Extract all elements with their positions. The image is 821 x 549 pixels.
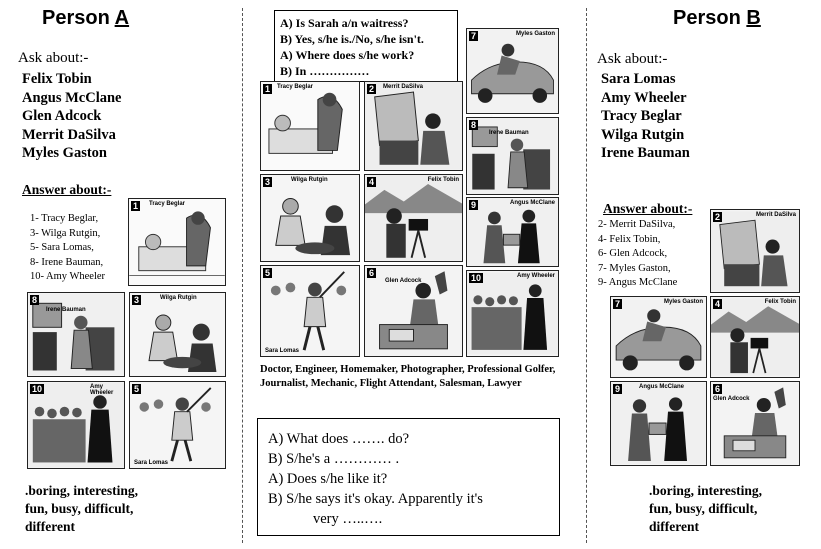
picture-number: 2 bbox=[715, 212, 721, 222]
picture-number: 7 bbox=[471, 31, 477, 41]
picture-mechanic bbox=[466, 28, 559, 114]
picture-homemaker bbox=[260, 174, 360, 262]
picture-caption: Angus McClane bbox=[509, 200, 555, 206]
adjectives-list bbox=[25, 482, 138, 536]
answer-item: 10- Amy Wheeler bbox=[30, 271, 106, 282]
adjectives-line: fun, busy, difficult, bbox=[25, 501, 134, 516]
middle-column bbox=[245, 0, 585, 549]
picture-doctor bbox=[128, 198, 226, 286]
picture-photographer bbox=[710, 296, 800, 378]
picture-doctor bbox=[260, 81, 360, 171]
picture-number: 10 bbox=[471, 273, 482, 283]
picture-photographer bbox=[364, 174, 463, 262]
picture-caption: Myles Gaston bbox=[515, 31, 555, 37]
answer-item: 9- Angus McClane bbox=[598, 277, 678, 288]
dialog-line: B) S/he says it's okay. Apparently it's bbox=[268, 491, 483, 507]
picture-caption: Sara Lomas bbox=[134, 460, 169, 466]
person-a-column bbox=[0, 0, 240, 549]
picture-number: 6 bbox=[369, 268, 375, 278]
column-divider-right bbox=[586, 8, 587, 543]
adjectives-line: different bbox=[25, 519, 75, 534]
dialog-line: very …..…. bbox=[313, 511, 383, 527]
picture-number: 7 bbox=[615, 299, 621, 309]
answer-item: 3- Wilga Rutgin, bbox=[30, 227, 101, 239]
column-divider-left bbox=[242, 8, 243, 543]
ask-name: Tracy Beglar bbox=[601, 108, 682, 124]
answer-item: 2- Merrit DaSilva, bbox=[598, 219, 676, 230]
answer-item: 8- Irene Bauman, bbox=[30, 256, 104, 268]
picture-number: 9 bbox=[615, 384, 621, 394]
picture-caption: Angus McClane bbox=[639, 384, 685, 390]
picture-caption: Irene Bauman bbox=[489, 130, 529, 136]
ask-name: Sara Lomas bbox=[601, 71, 676, 87]
dialog-line: B) In …………… bbox=[280, 64, 370, 78]
ask-name: Glen Adcock bbox=[22, 108, 102, 124]
picture-flight-attendant bbox=[27, 292, 125, 377]
picture-homemaker bbox=[129, 292, 226, 377]
answer-item: 4- Felix Tobin, bbox=[598, 233, 661, 245]
picture-caption: Merrit DaSilva bbox=[383, 84, 424, 90]
ask-about-label: Ask about:- bbox=[597, 51, 668, 67]
adjectives-line: .boring, interesting, bbox=[25, 483, 139, 498]
picture-number: 6 bbox=[715, 384, 721, 394]
picture-caption: Glen Adcock bbox=[385, 278, 422, 284]
ask-name: Merrit DaSilva bbox=[22, 126, 116, 143]
picture-journalist bbox=[364, 265, 463, 357]
picture-salesman bbox=[466, 197, 559, 267]
picture-golfer bbox=[129, 381, 226, 469]
picture-caption: Tracy Beglar bbox=[277, 84, 314, 90]
ask-name: Angus McClane bbox=[22, 89, 122, 106]
answer-item: 5- Sara Lomas, bbox=[30, 242, 94, 253]
answer-item: 1- Tracy Beglar, bbox=[30, 213, 99, 224]
person-a-title bbox=[42, 7, 129, 30]
picture-caption: Glen Adcock bbox=[713, 396, 750, 402]
picture-number: 8 bbox=[471, 120, 477, 130]
ask-name: Irene Bauman bbox=[601, 145, 690, 161]
dialog-line: A) What does ……. do? bbox=[268, 431, 410, 447]
answer-item: 7- Myles Gaston, bbox=[598, 262, 671, 274]
ask-about-label: Ask about:- bbox=[18, 50, 89, 66]
ask-names-list bbox=[22, 70, 122, 163]
dialog-line: A) Where does s/he work? bbox=[280, 48, 415, 62]
picture-salesman bbox=[610, 381, 707, 466]
adjectives-list bbox=[649, 482, 762, 536]
dialog-line: B) Yes, s/he is./No, s/he isn't. bbox=[280, 32, 424, 46]
picture-number: 5 bbox=[265, 268, 271, 278]
picture-number: 3 bbox=[134, 295, 140, 305]
picture-number: 10 bbox=[32, 384, 43, 394]
dialog-example-box bbox=[274, 10, 458, 82]
picture-number: 4 bbox=[369, 177, 375, 187]
occupations-list: Doctor, Engineer, Homemaker, Photographer, Professional Golfer, Journalist, Mechanic, Flight Attendant, Salesman, Lawyer bbox=[260, 364, 556, 389]
picture-caption: Amy Wheeler bbox=[516, 273, 555, 279]
answer-list bbox=[598, 218, 677, 291]
picture-number: 1 bbox=[265, 84, 271, 94]
picture-number: 1 bbox=[133, 201, 139, 211]
ask-names-list bbox=[601, 70, 690, 163]
picture-engineer bbox=[710, 209, 800, 293]
person-b-column bbox=[590, 0, 821, 549]
picture-lawyer bbox=[27, 381, 125, 469]
answer-item: 6- Glen Adcock, bbox=[598, 248, 668, 259]
dialog-practice-box bbox=[257, 418, 560, 536]
dialog-line: B) S/he's a ………… . bbox=[268, 451, 400, 467]
ask-name: Felix Tobin bbox=[22, 71, 92, 87]
ask-name: Amy Wheeler bbox=[601, 89, 687, 106]
ask-name: Wilga Rutgin bbox=[601, 126, 685, 143]
picture-caption: Wilga Rutgin bbox=[160, 295, 197, 301]
picture-number: 4 bbox=[715, 299, 721, 309]
picture-caption: Myles Gaston bbox=[663, 299, 703, 305]
picture-number: 3 bbox=[265, 177, 271, 187]
picture-number: 9 bbox=[471, 200, 477, 210]
picture-engineer bbox=[364, 81, 463, 171]
person-title-prefix: Person bbox=[673, 7, 747, 29]
picture-journalist bbox=[710, 381, 800, 466]
picture-lawyer bbox=[466, 270, 559, 357]
adjectives-line: different bbox=[649, 519, 699, 534]
person-b-title bbox=[673, 7, 761, 30]
picture-mechanic bbox=[610, 296, 707, 378]
picture-caption: Tracy Beglar bbox=[149, 201, 186, 207]
answer-about-label: Answer about:- bbox=[603, 201, 693, 216]
ask-name: Myles Gaston bbox=[22, 145, 107, 161]
adjectives-line: fun, busy, difficult, bbox=[649, 501, 758, 516]
answer-about-label: Answer about:- bbox=[22, 182, 112, 197]
person-title-letter: A bbox=[114, 7, 130, 29]
picture-caption: Irene Bauman bbox=[46, 307, 86, 313]
picture-caption: Merrit DaSilva bbox=[755, 212, 796, 218]
picture-flight-attendant bbox=[466, 117, 559, 195]
picture-number: 8 bbox=[32, 295, 38, 305]
person-title-letter: B bbox=[746, 7, 761, 29]
picture-caption: Wilga Rutgin bbox=[291, 177, 328, 183]
picture-caption: Sara Lomas bbox=[265, 348, 300, 354]
picture-golfer bbox=[260, 265, 360, 357]
picture-caption: Felix Tobin bbox=[427, 177, 459, 183]
picture-number: 5 bbox=[134, 384, 140, 394]
answer-list bbox=[30, 212, 105, 285]
picture-caption: Amy Wheeler bbox=[90, 384, 114, 396]
picture-number: 2 bbox=[369, 84, 375, 94]
dialog-line: A) Is Sarah a/n waitress? bbox=[280, 16, 409, 30]
dialog-line: A) Does s/he like it? bbox=[268, 471, 388, 487]
picture-caption: Felix Tobin bbox=[764, 299, 796, 305]
person-title-prefix: Person bbox=[42, 7, 115, 29]
adjectives-line: .boring, interesting, bbox=[649, 483, 763, 498]
